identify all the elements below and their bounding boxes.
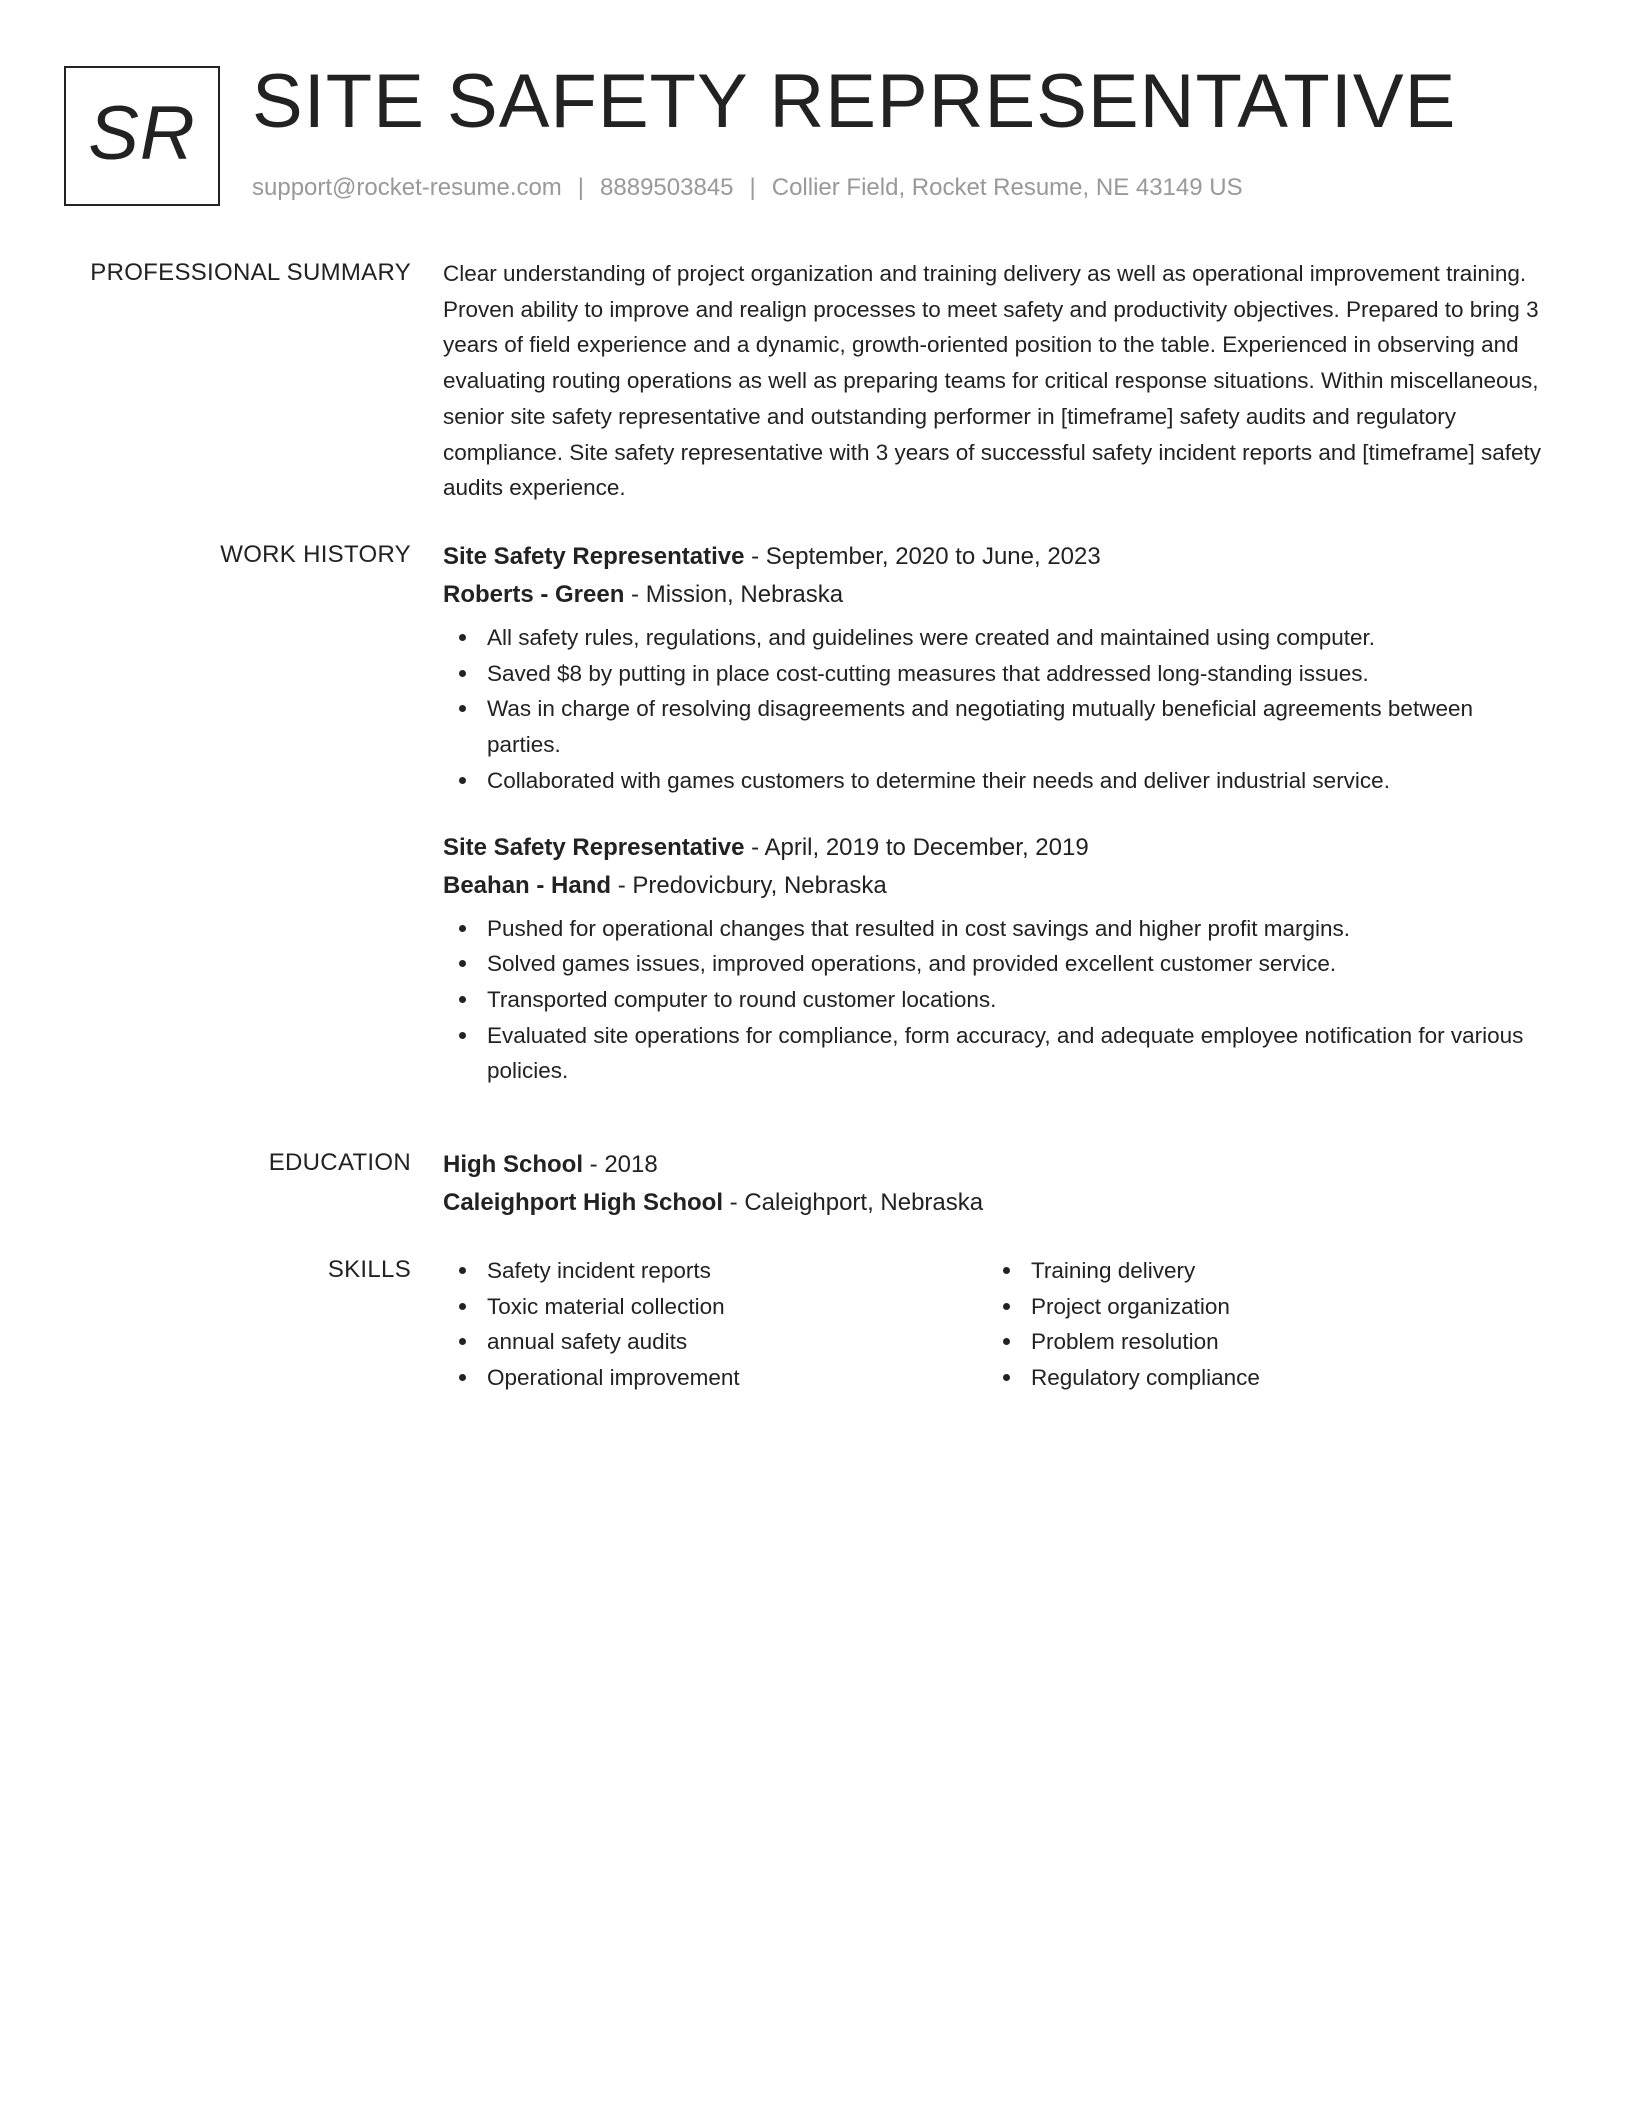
company-location: - Mission, Nebraska <box>624 581 844 608</box>
school-location: - Caleighport, Nebraska <box>723 1189 984 1216</box>
job-bullets <box>443 911 1543 1090</box>
monogram-box <box>64 66 220 206</box>
skills-column-right <box>987 1253 1531 1396</box>
section-content <box>443 256 1543 506</box>
degree: High School <box>443 1151 583 1178</box>
section-label: WORK HISTORY <box>220 541 411 568</box>
list-item: Collaborated with games customers to determine their needs and deliver industrial service. <box>487 763 1543 799</box>
summary-text: Clear understanding of project organization and training delivery as well as operational improvement training. Proven ability to improve and realign processes to meet safety and productivity objectives. Prepared to bring 3 years of field experience and a dynamic, growth-oriented position to the table. Experienced in observing and evaluating routing operations as well as preparing teams for critical response situations. Within miscellaneous, senior site safety representative and outstanding performer in [timeframe] safety audits and regulatory compliance. Site safety representative with 3 years of successful safety incident reports and [timeframe] safety audits experience. <box>443 261 1542 501</box>
contact-separator: | <box>577 174 585 201</box>
school-line <box>443 1184 1543 1222</box>
skill-item: Operational improvement <box>487 1360 987 1396</box>
job-entry <box>443 829 1543 1090</box>
monogram-initials: SR <box>88 91 196 176</box>
contact-line <box>252 172 1243 203</box>
list-item: Solved games issues, improved operations, and provided excellent customer service. <box>487 946 1543 982</box>
section-label: EDUCATION <box>268 1149 411 1176</box>
list-item: Evaluated site operations for compliance, form accuracy, and adequate employee notification for various policies. <box>487 1018 1543 1089</box>
contact-email[interactable]: support@rocket-resume.com <box>252 174 562 201</box>
school-name: Caleighport High School <box>443 1189 723 1216</box>
section-content <box>443 538 1543 1119</box>
list-item: Pushed for operational changes that resulted in cost savings and higher profit margins. <box>487 911 1543 947</box>
skill-item: Toxic material collection <box>487 1289 987 1325</box>
company-line <box>443 867 1543 905</box>
contact-separator: | <box>749 174 756 201</box>
skill-item: Project organization <box>1031 1289 1531 1325</box>
resume-title: SITE SAFETY REPRESENTATIVE <box>252 59 1457 144</box>
skills-column-left <box>443 1253 987 1396</box>
job-bullets <box>443 620 1543 799</box>
list-item: Was in charge of resolving disagreements and negotiating mutually beneficial agreements between parties. <box>487 691 1543 762</box>
company-name: Roberts - Green <box>443 581 625 608</box>
skill-item: Training delivery <box>1031 1253 1531 1289</box>
company-line <box>443 576 1543 614</box>
list-item: All safety rules, regulations, and guidelines were created and maintained using computer. <box>487 620 1543 656</box>
job-title: Site Safety Representative <box>443 833 745 861</box>
company-location: - Predovicbury, Nebraska <box>611 871 887 899</box>
job-title: Site Safety Representative <box>443 543 745 570</box>
degree-line <box>443 1146 1543 1184</box>
skill-item: Safety incident reports <box>487 1253 987 1289</box>
job-dates: - April, 2019 to December, 2019 <box>744 833 1089 861</box>
section-content <box>443 1253 1543 1396</box>
section-label: SKILLS <box>327 1256 411 1283</box>
contact-address: Collier Field, Rocket Resume, NE 43149 US <box>771 174 1243 201</box>
section-label: PROFESSIONAL SUMMARY <box>90 259 411 286</box>
job-entry <box>443 538 1543 799</box>
skill-item: annual safety audits <box>487 1324 987 1360</box>
section-content <box>443 1146 1543 1222</box>
list-item: Transported computer to round customer locations. <box>487 982 1543 1018</box>
skills-grid <box>443 1253 1543 1396</box>
list-item: Saved $8 by putting in place cost-cutting measures that addressed long-standing issues. <box>487 656 1543 692</box>
contact-phone[interactable]: 8889503845 <box>600 174 734 201</box>
company-name: Beahan - Hand <box>443 871 612 899</box>
graduation-year: - 2018 <box>583 1151 658 1178</box>
skill-item: Regulatory compliance <box>1031 1360 1531 1396</box>
skill-item: Problem resolution <box>1031 1324 1531 1360</box>
job-dates: - September, 2020 to June, 2023 <box>744 543 1101 570</box>
job-title-line <box>443 829 1543 867</box>
job-title-line <box>443 538 1543 576</box>
